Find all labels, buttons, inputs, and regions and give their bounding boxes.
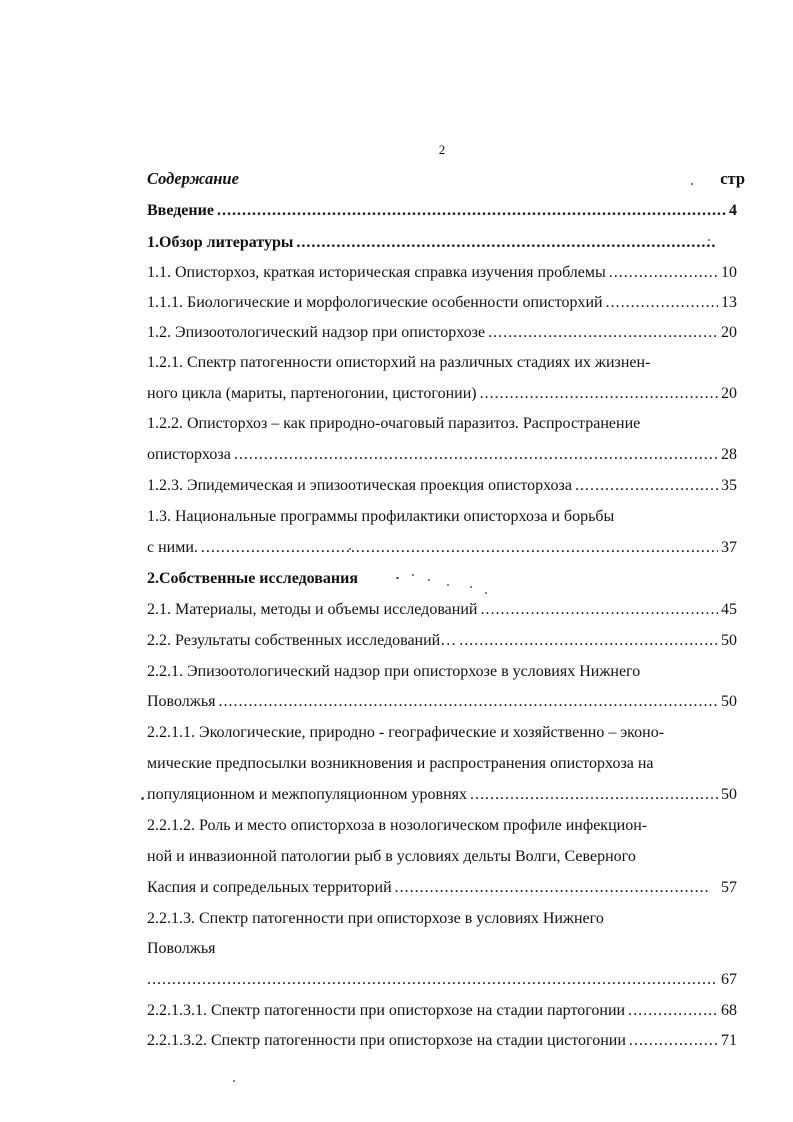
toc-entry	[147, 323, 737, 343]
toc-entry	[147, 1031, 737, 1051]
dot-leader	[480, 600, 718, 620]
scan-speck	[447, 584, 449, 586]
toc-entry-page: 50	[721, 786, 737, 803]
toc-entry-text: Введение	[147, 202, 214, 219]
toc-entry	[147, 263, 737, 283]
toc-entry-text: описторхоза	[147, 446, 231, 463]
toc-entry-text: 1.3. Национальные программы профилактики описторхоза и борьбы	[147, 508, 615, 525]
toc-entry	[147, 723, 737, 743]
toc-entry-text: 2.2.1.3.1. Спектр патогенности при описторхозе на стадии партогонии	[147, 1002, 626, 1019]
toc-entry	[147, 939, 737, 959]
toc-entry	[147, 754, 737, 774]
dot-leader	[470, 785, 718, 805]
toc-entry-page: 37	[721, 539, 737, 556]
toc-entry-page: 20	[721, 324, 737, 341]
toc-entry-text: 2.Собственные исследования	[147, 570, 359, 587]
toc-entry	[147, 476, 737, 496]
toc-entry-text: 2.2.1.3. Спектр патогенности при описторхозе в условиях Нижнего	[147, 910, 604, 927]
dot-leader	[575, 476, 718, 496]
scan-speck	[485, 592, 487, 594]
toc-entry-text: 1.2. Эпизоотологический надзор при описторхозе	[147, 324, 486, 341]
dot-leader	[201, 538, 718, 558]
toc-entry	[147, 293, 737, 313]
dot-leader	[609, 263, 718, 283]
dot-leader	[629, 1031, 718, 1051]
toc-entry	[147, 1001, 737, 1021]
toc-entry-page: 35	[721, 477, 737, 494]
toc-entry-text: 1.2.3. Эпидемическая и эпизоотическая проекция описторхоза	[147, 477, 572, 494]
dot-leader	[234, 445, 718, 465]
toc-entry-page: 57	[721, 879, 737, 896]
toc-entry-text: ного цикла (мариты, партеногонии, цистогонии)	[147, 385, 477, 402]
dot-leader	[296, 233, 717, 253]
scan-speck	[349, 548, 351, 550]
toc-entry-page: 45	[721, 601, 737, 618]
toc-entry-text: мические предпосылки возникновения и распространения описторхоза на	[147, 755, 654, 772]
dot-leader	[395, 878, 709, 898]
toc-entry-page: 71	[721, 1032, 737, 1049]
toc-entry-text: 2.1. Материалы, методы и объемы исследований	[147, 601, 478, 618]
toc-entry	[147, 384, 737, 404]
toc-entry	[147, 847, 737, 867]
scan-speck	[470, 586, 472, 588]
toc-entry-text: 2.2.1.2. Роль и место описторхоза в нозологическом профиле инфекцион-	[147, 817, 648, 834]
toc-entry-text: 2.2. Результаты собственных исследований…	[147, 632, 457, 649]
toc-entry-text: 1.1.1. Биологические и морфологические особенности описторхий	[147, 294, 603, 311]
page-number: 2	[438, 142, 446, 157]
toc-entry	[147, 353, 737, 373]
toc-entry-page: 28	[721, 446, 737, 463]
toc-entry	[147, 662, 737, 682]
toc-entry-literature-review	[147, 233, 737, 253]
toc-entry-text: Поволжья	[147, 940, 216, 957]
toc-entry	[147, 507, 737, 527]
dot-leader	[459, 631, 718, 651]
scan-speck	[708, 239, 710, 241]
toc-entry	[147, 538, 737, 558]
toc-entry-own-research	[147, 569, 737, 589]
toc-entry-text: с ними.	[147, 539, 198, 556]
toc-entry-page: 68	[721, 1002, 737, 1019]
toc-entry	[147, 970, 737, 990]
dot-leader	[217, 201, 726, 221]
toc-entry	[147, 816, 737, 836]
toc-entry-page: 50	[721, 693, 737, 710]
toc-entry-text: Каспия и сопредельных территорий	[147, 879, 392, 896]
scan-speck	[412, 574, 414, 576]
scan-speck	[396, 577, 399, 579]
toc-entry-text: 2.2.1. Эпизоотологический надзор при описторхозе в условиях Нижнего	[147, 663, 641, 680]
scan-speck	[141, 797, 144, 800]
scan-speck	[233, 1080, 235, 1082]
toc-entry-page: 20	[721, 385, 737, 402]
toc-entry-text: ной и инвазионной патологии рыб в условиях дельты Волги, Северного	[147, 848, 636, 865]
toc-entry-page: 10	[721, 264, 737, 281]
dot-leader	[488, 323, 718, 343]
toc-entry-page: 50	[721, 632, 737, 649]
toc-entry-text: 1.2.1. Спектр патогенности описторхий на различных стадиях их жизнен-	[147, 354, 651, 371]
toc-entry-text: 1.2.2. Описторхоз – как природно-очаговый паразитоз. Распространение	[147, 415, 641, 432]
toc-entry-text: 1.1. Описторхоз, краткая историческая справка изучения проблемы	[147, 264, 606, 281]
toc-entry-text: 2.2.1.3.2. Спектр патогенности при описторхозе на стадии цистогонии	[147, 1032, 626, 1049]
toc-entry	[147, 414, 737, 434]
scan-speck	[691, 183, 693, 185]
toc-entry-text: 1.Обзор литературы	[147, 234, 294, 251]
toc-entry-text: 2.2.1.1. Экологические, природно - географические и хозяйственно – эконо-	[147, 724, 665, 741]
scan-speck	[428, 579, 430, 581]
page-column-header: стр	[720, 169, 745, 188]
toc-entry	[147, 878, 737, 898]
toc-title: Содержание	[147, 169, 239, 188]
toc-entry	[147, 600, 737, 620]
toc-entry-page: 4	[729, 202, 737, 219]
toc-entry	[147, 445, 737, 465]
toc-entry-page: 67	[721, 971, 737, 988]
toc-entry-page: 13	[721, 294, 737, 311]
toc-entry	[147, 692, 737, 712]
toc-entry	[147, 785, 737, 805]
toc-entry-text: Поволжья	[147, 693, 216, 710]
dot-leader	[606, 293, 718, 313]
toc-entry-introduction	[147, 201, 737, 221]
dot-leader	[628, 1001, 718, 1021]
toc-entry	[147, 631, 737, 651]
dot-leader	[480, 384, 718, 404]
toc-entry-text: популяционном и межпопуляционном уровнях	[147, 786, 467, 803]
dot-leader	[218, 692, 718, 712]
dot-leader	[147, 970, 718, 990]
toc-entry	[147, 909, 737, 929]
